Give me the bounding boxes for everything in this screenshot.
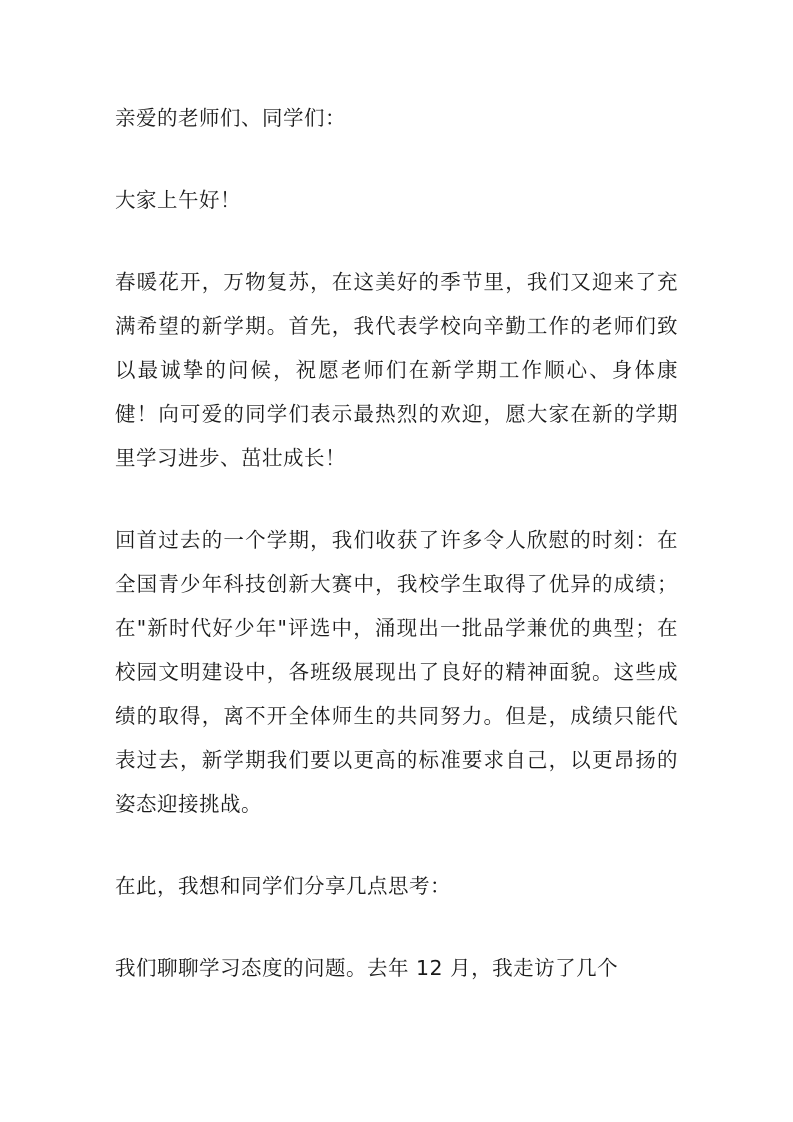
- paragraph-point-one: 我们聊聊学习态度的问题。去年 12 月，我走访了几个: [115, 956, 619, 980]
- paragraph-opening: 春暖花开，万物复苏，在这美好的季节里，我们又迎来了充满希望的新学期。首先，我代表学校向辛勤工作的老师们致以最诚挚的问候，祝愿老师们在新学期工作顺心、身体康健！向可爱的同学们表示最热烈的欢迎，愿大家在新的学期里学习进步、茁壮成长！: [115, 270, 678, 470]
- paragraph-salutation: 大家上午好！: [115, 188, 241, 212]
- paragraph-greeting: 亲爱的老师们、同学们：: [115, 106, 346, 130]
- paragraph-review: 回首过去的一个学期，我们收获了许多令人欣慰的时刻：在全国青少年科技创新大赛中，我校学生取得了优异的成绩；在"新时代好少年"评选中，涌现出一批品学兼优的典型；在校园文明建设中，各班级展现出了良好的精神面貌。这些成绩的取得，离不开全体师生的共同努力。但是，成绩只能代表过去，新学期我们要以更高的标准要求自己，以更昂扬的姿态迎接挑战。: [115, 528, 678, 816]
- paragraph-transition: 在此，我想和同学们分享几点思考：: [115, 874, 451, 898]
- document-body: [115, 96, 678, 990]
